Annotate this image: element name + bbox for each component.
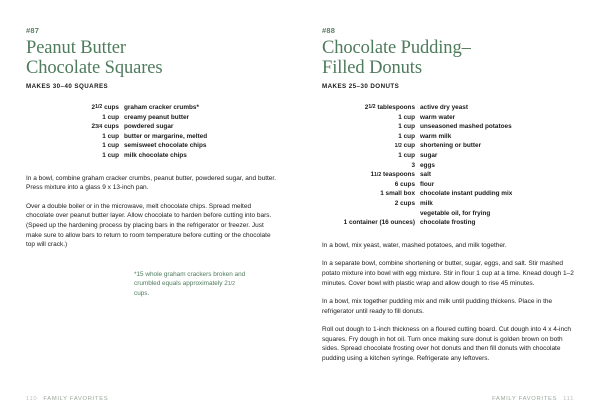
ingredient-amount: 1 cup xyxy=(102,113,119,121)
ingredient-row xyxy=(322,161,574,171)
ingredient-amount: 1 cup xyxy=(398,113,415,121)
ingredient-name: chocolate frosting xyxy=(420,219,476,227)
ingredient-row xyxy=(322,209,574,219)
ingredient-name: butter or margarine, melted xyxy=(124,132,208,140)
page-footer xyxy=(26,396,108,402)
ingredient-amount: 1 cup xyxy=(102,151,119,159)
footer-section: FAMILY FAVORITES xyxy=(492,396,558,402)
ingredient-row xyxy=(322,151,574,161)
ingredient-row xyxy=(26,122,278,132)
ingredient-name: flour xyxy=(420,180,435,188)
title-line-2: Filled Donuts xyxy=(322,58,422,78)
recipe-yield: MAKES 30–40 SQUARES xyxy=(26,83,109,90)
ingredient-name: warm milk xyxy=(420,132,452,140)
ingredient-list xyxy=(322,103,574,228)
ingredient-row xyxy=(322,180,574,190)
ingredient-row xyxy=(322,122,574,132)
recipe-step: In a separate bowl, combine shortening or butter, sugar, eggs, and salt. Stir mashed potato mixture into bowl with egg mixture. Stir in flour 1 cup at a time. Knead dough 1–2 minutes. Cover bowl with plastic wrap and allow dough to rise 45 minutes. xyxy=(322,260,574,287)
ingredient-amount: 6 cups xyxy=(394,180,415,188)
ingredient-amount: 1 container (16 ounces) xyxy=(343,219,415,227)
ingredient-amount: 23/4 cups xyxy=(91,123,119,131)
ingredient-name: shortening or butter xyxy=(420,142,482,150)
ingredient-amount: 3 xyxy=(411,161,415,169)
recipe-note: *15 whole graham crackers broken and crumbled equals approximately 21/2 cups. xyxy=(134,270,246,297)
title-line-1: Peanut Butter xyxy=(26,38,126,58)
ingredient-row xyxy=(322,199,574,209)
ingredient-name: powdered sugar xyxy=(124,123,174,131)
ingredient-list xyxy=(26,103,278,161)
ingredient-row xyxy=(322,132,574,142)
ingredient-amount: 21/2 tablespoons xyxy=(364,104,415,111)
page-footer xyxy=(492,396,574,402)
ingredient-amount: 1 cup xyxy=(398,151,415,159)
ingredient-name: chocolate instant pudding mix xyxy=(420,190,513,198)
ingredient-row xyxy=(26,151,278,161)
footer-section: FAMILY FAVORITES xyxy=(43,396,109,402)
ingredient-name: graham cracker crumbs* xyxy=(124,104,199,111)
recipe-step: In a bowl, mix together pudding mix and milk until pudding thickens. Place in the refrigerator until ready to fill donuts. xyxy=(322,298,553,315)
ingredient-amount: 1 cup xyxy=(102,142,119,150)
recipe-yield: MAKES 25–30 DONUTS xyxy=(322,83,400,90)
ingredient-name: warm water xyxy=(420,113,456,121)
recipe-step: In a bowl, combine graham cracker crumbs, peanut butter, powdered sugar, and butter. Press mixture into a glass 9 x 13-inch pan. xyxy=(26,174,277,192)
ingredient-row xyxy=(322,103,574,113)
ingredient-amount: 1 cup xyxy=(398,132,415,140)
ingredient-row xyxy=(26,113,278,123)
ingredient-amount: 1 small box xyxy=(380,190,415,198)
ingredient-row xyxy=(26,141,278,151)
title-line-1: Chocolate Pudding– xyxy=(322,38,471,58)
ingredient-name: eggs xyxy=(420,161,435,169)
recipe-step: In a bowl, mix yeast, water, mashed potatoes, and milk together. xyxy=(322,241,507,249)
title-line-2: Chocolate Squares xyxy=(26,58,163,78)
ingredient-name: active dry yeast xyxy=(420,104,468,111)
recipe-number: #88 xyxy=(322,26,336,35)
ingredient-name: creamy peanut butter xyxy=(124,113,189,121)
ingredient-name: vegetable oil, for frying xyxy=(420,209,491,217)
ingredient-amount: 1/2 cup xyxy=(394,142,415,150)
ingredient-amount: 2 cups xyxy=(394,199,415,207)
recipe-number: #87 xyxy=(26,26,40,35)
ingredient-amount: 11/2 teaspoons xyxy=(370,171,415,179)
page-title xyxy=(322,38,574,78)
ingredient-row xyxy=(26,103,278,113)
ingredient-amount: 1 cup xyxy=(102,132,119,140)
ingredient-name: sugar xyxy=(420,151,438,159)
recipe-step: Roll out dough to 1-inch thickness on a floured cutting board. Cut dough into 4 x 4-inch squares. Fry dough in hot oil. Turn once making sure donut is golden brown on both sides. Spread chocolate frosting over hot donuts and then fill donuts with chocolate pudding using a kitchen syringe. Refrigerate any leftovers. xyxy=(322,326,571,363)
page-number: 111 xyxy=(563,396,574,402)
ingredient-amount: 1 cup xyxy=(398,123,415,131)
ingredient-name: milk chocolate chips xyxy=(124,151,187,159)
ingredient-name: semisweet chocolate chips xyxy=(124,142,207,150)
ingredient-name: unseasoned mashed potatoes xyxy=(420,123,512,131)
ingredient-row xyxy=(26,132,278,142)
ingredient-amount: 21/2 cups xyxy=(91,104,119,111)
ingredient-amount xyxy=(322,209,420,219)
right-page xyxy=(300,0,600,414)
page-number: 110 xyxy=(26,396,38,402)
ingredient-row xyxy=(322,170,574,180)
recipe-step: Over a double boiler or in the microwave, melt chocolate chips. Spread melted chocolate over peanut butter layer. Allow chocolate to harden before cutting into bars. (Speed up the hardening process by placing bars in the refrigerator or freezer. Just make sure to allow bars to return to room temperature before cutting or the chocolate top will crack.) xyxy=(26,202,272,249)
ingredient-row xyxy=(322,189,574,199)
ingredient-row xyxy=(322,113,574,123)
ingredient-row xyxy=(322,218,574,228)
ingredient-name: salt xyxy=(420,171,432,179)
page-title xyxy=(26,38,278,78)
ingredient-row xyxy=(322,141,574,151)
ingredient-name: milk xyxy=(420,199,433,207)
